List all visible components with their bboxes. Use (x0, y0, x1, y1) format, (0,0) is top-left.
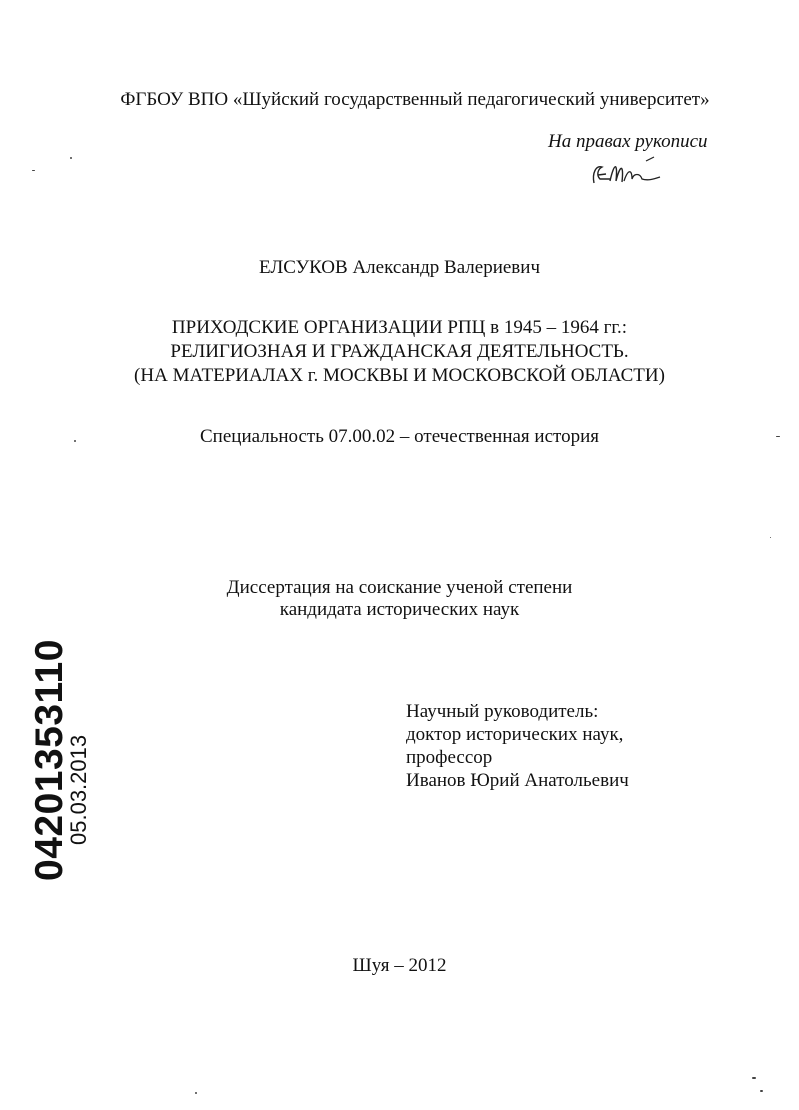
advisor-rank: профессор (406, 747, 493, 768)
scan-speck (195, 1092, 197, 1094)
scan-speck (770, 537, 771, 538)
specialty-code: Специальность 07.00.02 – отечественная история (200, 426, 599, 447)
institution-name: ФГБОУ ВПО «Шуйский государственный педагогический университет» (120, 89, 710, 110)
thesis-title-line-3: (НА МАТЕРИАЛАХ г. МОСКВЫ И МОСКОВСКОЙ ОБЛАСТИ) (134, 365, 665, 386)
advisor-name: Иванов Юрий Анатольевич (406, 770, 629, 791)
handwritten-signature (588, 155, 678, 191)
scan-speck (776, 436, 780, 437)
scan-speck (74, 440, 76, 442)
library-stamp-number: 04201353110 (28, 639, 71, 881)
library-stamp-date: 05.03.2013 (66, 734, 91, 845)
city-year: Шуя – 2012 (352, 955, 447, 976)
advisor-degree: доктор исторических наук, (406, 724, 624, 745)
scan-speck (752, 1077, 756, 1079)
advisor-label: Научный руководитель: (406, 701, 599, 722)
scan-speck (70, 157, 72, 159)
author-name: ЕЛСУКОВ Александр Валериевич (258, 257, 541, 278)
thesis-title-line-1: ПРИХОДСКИЕ ОРГАНИЗАЦИИ РПЦ в 1945 – 1964 гг.: (171, 317, 628, 338)
thesis-title-line-2: РЕЛИГИОЗНАЯ И ГРАЖДАНСКАЯ ДЕЯТЕЛЬНОСТЬ. (170, 341, 629, 362)
scan-speck (760, 1090, 763, 1092)
scan-speck (32, 170, 35, 171)
dissertation-type-line-2: кандидата исторических наук (279, 599, 520, 620)
rights-note: На правах рукописи (548, 131, 708, 152)
dissertation-type-line-1: Диссертация на соискание ученой степени (226, 577, 573, 598)
